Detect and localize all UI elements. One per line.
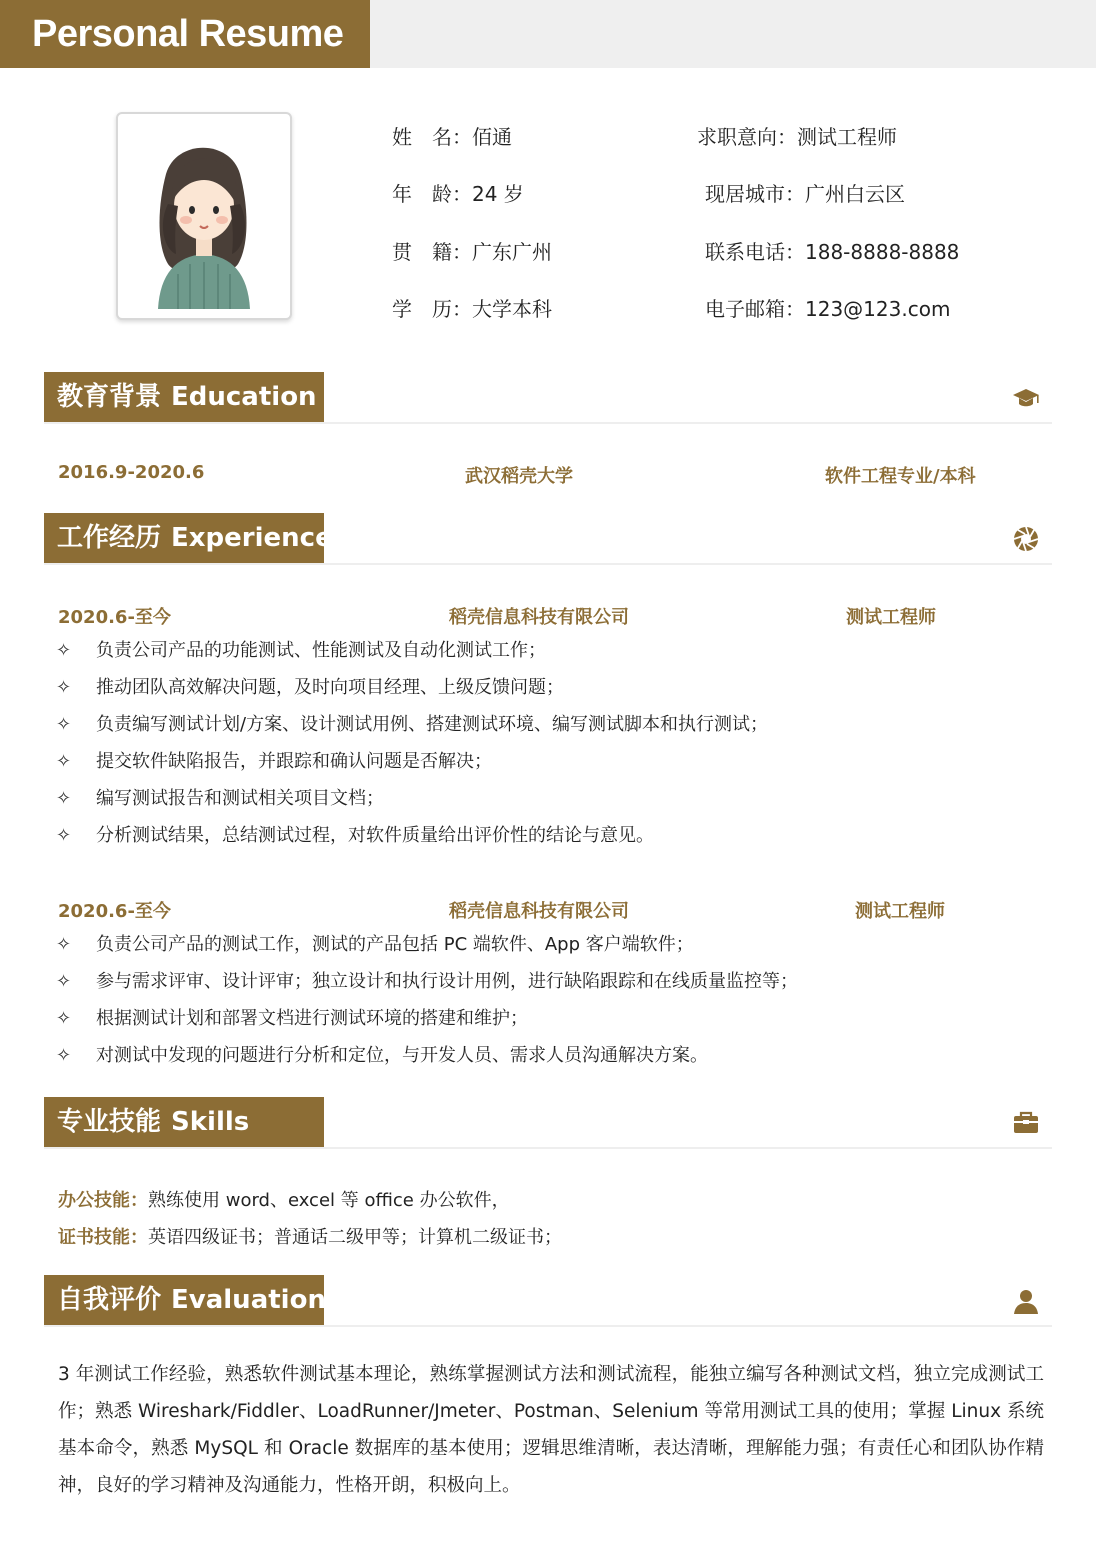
- job2-period: 2020.6-至今: [58, 901, 171, 922]
- name-value: 佰通: [472, 125, 512, 149]
- duty-text: 根据测试计划和部署文档进行测试环境的搭建和维护；: [96, 1008, 528, 1029]
- age-row: [392, 178, 524, 207]
- evaluation-title-en: Evaluation: [171, 1285, 326, 1315]
- duty-text: 对测试中发现的问题进行分析和定位，与开发人员、需求人员沟通解决方案。: [96, 1045, 708, 1066]
- resume-title: Personal Resume: [0, 0, 370, 68]
- bullet-star-icon: ✧: [56, 640, 72, 661]
- skills-title-en: Skills: [171, 1107, 250, 1137]
- evaluation-section-title: [44, 1275, 324, 1325]
- list-item: [56, 926, 798, 963]
- avatar-illustration: [118, 114, 290, 318]
- bullet-star-icon: ✧: [56, 825, 72, 846]
- evaluation-text: 3 年测试工作经验，熟悉软件测试基本理论，熟练掌握测试方法和测试流程，能独立编写各种测试文档，独立完成测试工作；熟悉 Wireshark/Fiddler、LoadRunner/Jmeter、Postman、Selenium 等常用测试工具的使用；掌握 Linux 系统基本命令，熟悉 MySQL 和 Oracle 数据库的基本使用；逻辑思维清晰，表达清晰，理解能力强；有责任心和团队协作精神，良好的学习精神及沟通能力，性格开朗，积极向上。: [58, 1364, 1044, 1496]
- skill-office-text: 熟练使用 word、excel 等 office 办公软件，: [148, 1190, 510, 1211]
- age-value: 24 岁: [472, 182, 524, 206]
- education-period: 2016.9-2020.6: [58, 462, 205, 483]
- intent-label: 求职意向：: [697, 125, 797, 149]
- experience-title-en: Experience: [171, 523, 333, 553]
- duty-text: 负责公司产品的测试工作，测试的产品包括 PC 端软件、App 客户端软件；: [96, 934, 694, 955]
- job1-company: 稻壳信息科技有限公司: [449, 607, 629, 628]
- duty-text: 负责编写测试计划/方案、设计测试用例、搭建测试环境、编写测试脚本和执行测试；: [96, 714, 769, 735]
- education-section-title: [44, 372, 324, 422]
- evaluation-title-cn: 自我评价: [57, 1285, 162, 1315]
- city-value: 广州白云区: [805, 182, 905, 206]
- job1-duties: [56, 632, 768, 854]
- bullet-star-icon: ✧: [56, 788, 72, 809]
- aperture-icon: [1012, 525, 1040, 553]
- list-item: [56, 780, 768, 817]
- job1-period: 2020.6-至今: [58, 607, 171, 628]
- education-school: 武汉稻壳大学: [465, 466, 573, 487]
- education-level-value: 大学本科: [472, 297, 552, 321]
- bullet-star-icon: ✧: [56, 751, 72, 772]
- skill-cert-label: 证书技能：: [58, 1227, 148, 1248]
- list-item: [56, 1000, 798, 1037]
- skill-cert: [58, 1223, 562, 1249]
- avatar: [116, 112, 292, 320]
- city-label: 现居城市：: [705, 182, 805, 206]
- user-icon: [1012, 1287, 1040, 1315]
- evaluation-section-header: [44, 1275, 1052, 1327]
- list-item: [56, 706, 768, 743]
- bullet-star-icon: ✧: [56, 677, 72, 698]
- bullet-star-icon: ✧: [56, 934, 72, 955]
- education-title-cn: 教育背景: [57, 382, 162, 412]
- email-value: 123@123.com: [805, 297, 951, 321]
- intent-value: 测试工程师: [797, 125, 897, 149]
- bullet-star-icon: ✧: [56, 971, 72, 992]
- name-row: [392, 121, 512, 150]
- education-level-label: 学 历：: [392, 297, 472, 321]
- phone-label: 联系电话：: [705, 240, 805, 264]
- email-row: [705, 293, 950, 322]
- skills-section-title: [44, 1097, 324, 1147]
- job2-role: 测试工程师: [855, 901, 945, 922]
- job2-company: 稻壳信息科技有限公司: [449, 901, 629, 922]
- education-section-header: [44, 372, 1052, 424]
- list-item: [56, 743, 768, 780]
- skills-title-cn: 专业技能: [57, 1107, 162, 1137]
- duty-text: 提交软件缺陷报告，并跟踪和确认问题是否解决；: [96, 751, 492, 772]
- origin-row: [392, 236, 552, 265]
- experience-title-cn: 工作经历: [57, 523, 162, 553]
- briefcase-icon: [1012, 1109, 1040, 1137]
- experience-section-header: [44, 513, 1052, 565]
- education-title-en: Education: [171, 382, 317, 412]
- bullet-star-icon: ✧: [56, 1008, 72, 1029]
- experience-section-title: [44, 513, 333, 563]
- phone-value: 188-8888-8888: [805, 240, 960, 264]
- origin-value: 广东广州: [472, 240, 552, 264]
- name-label: 姓 名：: [392, 125, 472, 149]
- duty-text: 分析测试结果，总结测试过程，对软件质量给出评价性的结论与意见。: [96, 825, 654, 846]
- intent-row: [697, 121, 897, 150]
- graduation-cap-icon: [1012, 384, 1040, 412]
- job2-duties: [56, 926, 798, 1074]
- bullet-star-icon: ✧: [56, 1045, 72, 1066]
- city-row: [705, 178, 905, 207]
- education-level-row: [392, 293, 552, 322]
- duty-text: 编写测试报告和测试相关项目文档；: [96, 788, 384, 809]
- duty-text: 负责公司产品的功能测试、性能测试及自动化测试工作；: [96, 640, 546, 661]
- duty-text: 推动团队高效解决问题，及时向项目经理、上级反馈问题；: [96, 677, 564, 698]
- origin-label: 贯 籍：: [392, 240, 472, 264]
- list-item: [56, 1037, 798, 1074]
- list-item: [56, 632, 768, 669]
- email-label: 电子邮箱：: [705, 297, 805, 321]
- phone-row: [705, 236, 959, 265]
- skill-cert-text: 英语四级证书；普通话二级甲等；计算机二级证书；: [148, 1227, 562, 1248]
- skill-office-label: 办公技能：: [58, 1190, 148, 1211]
- skill-office: [58, 1186, 510, 1212]
- list-item: [56, 817, 768, 854]
- list-item: [56, 669, 768, 706]
- education-major: 软件工程专业/本科: [825, 466, 976, 487]
- skills-section-header: [44, 1097, 1052, 1149]
- age-label: 年 龄：: [392, 182, 472, 206]
- bullet-star-icon: ✧: [56, 714, 72, 735]
- duty-text: 参与需求评审、设计评审；独立设计和执行设计用例，进行缺陷跟踪和在线质量监控等；: [96, 971, 798, 992]
- list-item: [56, 963, 798, 1000]
- job1-role: 测试工程师: [846, 607, 936, 628]
